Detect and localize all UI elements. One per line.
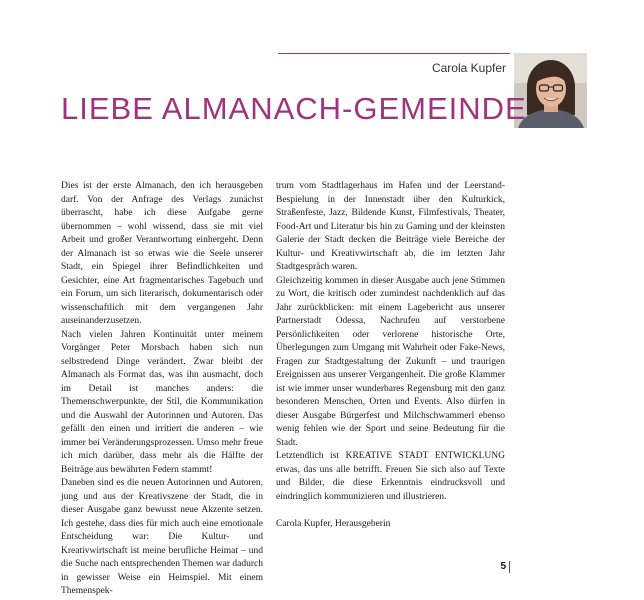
paragraph: Letztendlich ist KREATIVE STADT ENTWICKLUNG etwas, das uns alle betrifft. Freuen Sie sich also auf Texte und Bilder, die diese Erkenntnis eindrucksvoll und eindringlich kommunizieren und illustrieren. [276,451,505,502]
text-column-left [61,180,263,599]
page-title: LIEBE ALMANACH-GEMEINDE [61,91,527,126]
signature: Carola Kupfer, Herausgeberin [276,518,391,529]
text-column-right [276,180,505,531]
paragraph: Dies ist der erste Almanach, den ich herausgeben darf. Von der Anfrage des Verlags zunächst überrascht, habe ich diese Aufgabe gerne übernommen – wohl wissend, dass sie mit viel Arbeit und großer Verantwortung einhergeht. Denn der Almanach ist so etwas wie die Seele unserer Stadt, ein Spiegel ihrer Befindlichkeiten und Gesichter, eine Art fragmentarisches Tagebuch und ein Forum, um sich literarisch, dokumentarisch oder wissenschaftlich mit dem vergangenen Jahr auseinanderzusetzen. [61,181,263,326]
paragraph: Gleichzeitig kommen in dieser Ausgabe auch jene Stimmen zu Wort, die kritisch oder zumindest nachdenklich auf das Jahr zurückblicken: mit einem Lagebericht aus unserer Partnerstadt Odessa, Nachrufen auf verstorbene Persönlichkeiten oder verlorene historische Orte, Überlegungen zum Umgang mit Wahrheit oder Fake-News, Fragen zur Stadtgestaltung der Zukunft – und traurigen Ereignissen aus unserer Vergangenheit. Die große Klammer ist wie immer unser wunderbares Regensburg mit den ganz besonderen Menschen, Orten und Events. Also dürfen in dieser Ausgabe Bürgerfest und Milchschwammerl ebenso wenig fehlen wie der Sport und seine Bedeutung für die Stadt. [276,275,505,448]
paragraph: Daneben sind es die neuen Autorinnen und Autoren, jung und aus der Kreativszene der Stadt, die in dieser Ausgabe ganz bewusst neue Akzente setzen. Ich gestehe, dass dies für mich auch eine emotionale Entscheidung war: Die Kultur- und Kreativwirtschaft ist meine berufliche Heimat – und die Suche nach entsprechenden Themen war dadurch in gewisser Weise ein Heimspiel. Mit einem Themenspek- [61,478,263,596]
paragraph: trum vom Stadtlagerhaus im Hafen und der Leerstand-Bespielung in der Innenstadt über den Kulturkick, Straßenfeste, Jazz, Bildende Kunst, Filmfestivals, Theater, Food-Art und Literatur bis hin zu Gaming und der kleinsten Galerie der Stadt decken die Beiträge viele Bereiche der Kultur- und Kreativwirtschaft ab, die im letzten Jahr Stadtgespräch waren. [276,181,505,272]
header-rule [278,53,510,54]
paragraph: Nach vielen Jahren Kontinuität unter meinem Vorgänger Peter Morsbach haben sich nun selbstredend Dinge verändert. Zwar bleibt der Almanach als Format das, was ihn ausmacht, doch im Detail ist manches anders: die Themenschwerpunkte, der Stil, die Kommunikation und die Auswahl der Autorinnen und Autoren. Das gefällt den einen und irritiert die anderen – wie immer bei Veränderungsprozessen. Umso mehr freue ich mich darüber, dass mehr als die Hälfte der Beiträge aus bewährten Federn stammt! [61,329,263,475]
page-number-divider [509,561,510,573]
page-number: 5 [500,561,506,572]
author-name: Carola Kupfer [431,61,506,75]
